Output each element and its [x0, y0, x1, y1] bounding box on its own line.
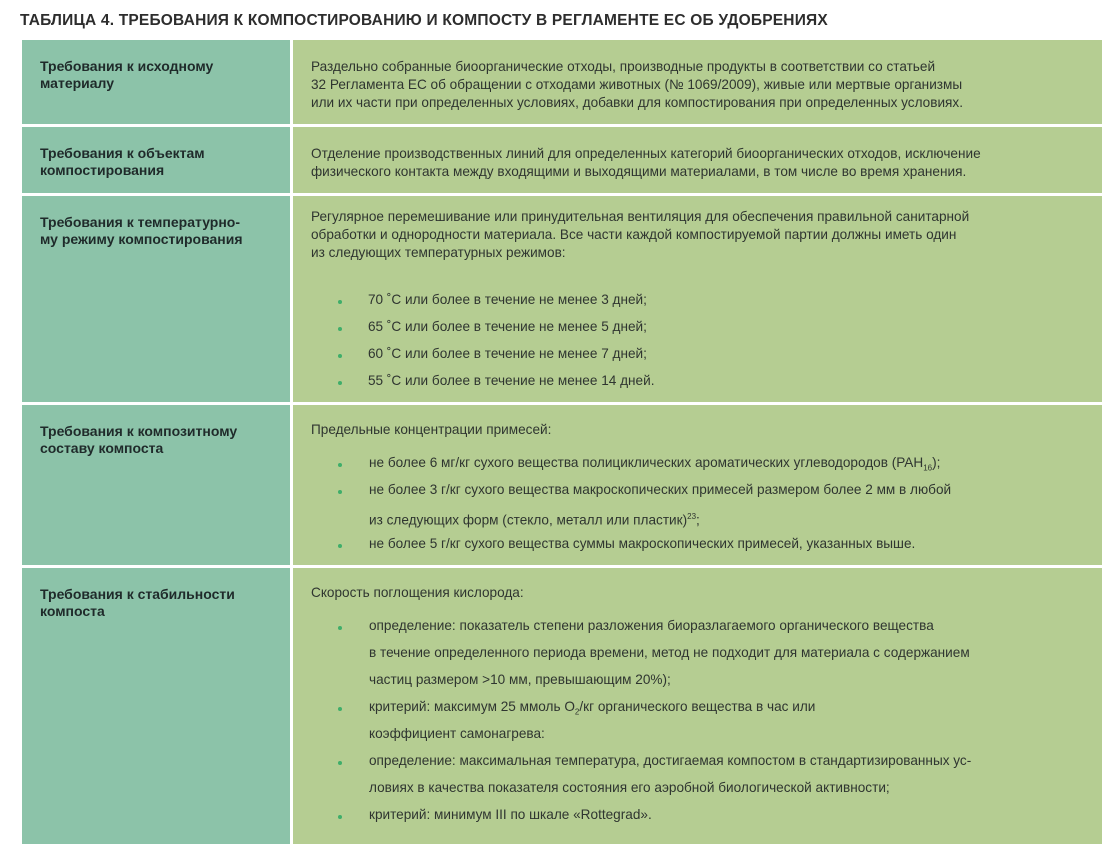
bullet-dot [338, 761, 342, 765]
row-content-cell [293, 568, 1102, 844]
row-label: Требования к стабильности компоста [40, 586, 235, 619]
bullet-item: 65 ˚С или более в течение не менее 5 дней; [368, 319, 647, 334]
bullet-item: не более 6 мг/кг сухого вещества полициклических ароматических углеводородов $(PAH_{16})$; [369, 455, 941, 473]
bullet-item: 70 ˚С или более в течение не менее 3 дней; [368, 292, 647, 307]
row-header-cell [22, 568, 290, 844]
bullet-item: критерий: максимум 25 ммоль $O_2/кг$ органического вещества в час или [369, 699, 816, 717]
row-text: Раздельно собранные биоорганические отходы, производные продукты в соответствии со статьей 32 Регламента ЕС об обращении с отходами животных (№ 1069/2009), живые или мертвые организмы или их части при определенных условиях, добавки для компостирования при определенных условиях. [311, 59, 963, 110]
bullet-dot [338, 544, 342, 548]
bullet-item-continuation: частиц размером >10 мм, превышающим 20%); [369, 672, 671, 687]
row-text: Предельные концентрации примесей: [311, 422, 552, 437]
table-title: ТАБЛИЦА 4. ТРЕБОВАНИЯ К КОМПОСТИРОВАНИЮ И КОМПОСТУ В РЕГЛАМЕНТЕ ЕС ОБ УДОБРЕНИЯХ [20, 12, 828, 29]
table-row [22, 40, 1102, 124]
row-text: Регулярное перемешивание или принудительная вентиляция для обеспечения правильной санитарной обработки и однородности материала. Все части каждой компостируемой партии должны иметь один из следующих температурных режимов: [311, 209, 970, 260]
table-row [22, 127, 1102, 193]
bullet-item: 55 ˚С или более в течение не менее 14 дней. [368, 373, 655, 388]
row-text: Отделение производственных линий для определенных категорий биоорганических отходов, исключение физического контакта между входящими и выходящими материалами, в том числе во время хранения. [311, 146, 981, 179]
row-label: Требования к объектам компостирования [40, 145, 205, 178]
bullet-item: определение: максимальная температура, достигаемая компостом в стандартизированных ус- [369, 753, 972, 768]
bullet-item-continuation: из следующих форм (стекло, металл или пластик)$^{23}$; [369, 512, 700, 528]
bullet-item: критерий: минимум III по шкале «Rottegrad». [369, 807, 652, 822]
bullet-item: определение: показатель степени разложения биоразлагаемого органического вещества [369, 618, 934, 633]
bullet-dot [338, 490, 342, 494]
bullet-dot [338, 300, 342, 304]
bullet-item-continuation: ловиях в качества показателя состояния его аэробной биологической активности; [369, 780, 890, 795]
table-row [22, 568, 1102, 844]
bullet-dot [338, 626, 342, 630]
row-header-cell [22, 405, 290, 565]
row-label: Требования к исходному материалу [40, 58, 214, 91]
row-label: Требования к температурно- му режиму компостирования [40, 214, 243, 247]
row-text: Скорость поглощения кислорода: [311, 585, 524, 600]
row-header-cell [22, 127, 290, 193]
bullet-item: не более 3 г/кг сухого вещества макроскопических примесей размером более 2 мм в любой [369, 482, 952, 497]
row-header-cell [22, 40, 290, 124]
row-header-cell [22, 196, 290, 402]
bullet-dot [338, 463, 342, 467]
row-content-cell [293, 196, 1102, 402]
row-content-cell [293, 40, 1102, 124]
requirements-table [22, 40, 1102, 844]
bullet-item-continuation: в течение определенного периода времени, метод не подходит для материала с содержанием [369, 645, 970, 660]
bullet-item: не более 5 г/кг сухого вещества суммы макроскопических примесей, указанных выше. [369, 536, 916, 551]
bullet-dot [338, 327, 342, 331]
table-row [22, 196, 1102, 402]
bullet-dot [338, 354, 342, 358]
row-content-cell [293, 127, 1102, 193]
bullet-dot [338, 707, 342, 711]
table-row [22, 405, 1102, 565]
bullet-item-continuation: коэффициент самонагрева: [369, 726, 545, 741]
row-label: Требования к композитному составу компоста [40, 423, 238, 456]
bullet-dot [338, 381, 342, 385]
bullet-item: 60 ˚С или более в течение не менее 7 дней; [368, 346, 647, 361]
bullet-dot [338, 815, 342, 819]
row-content-cell [293, 405, 1102, 565]
